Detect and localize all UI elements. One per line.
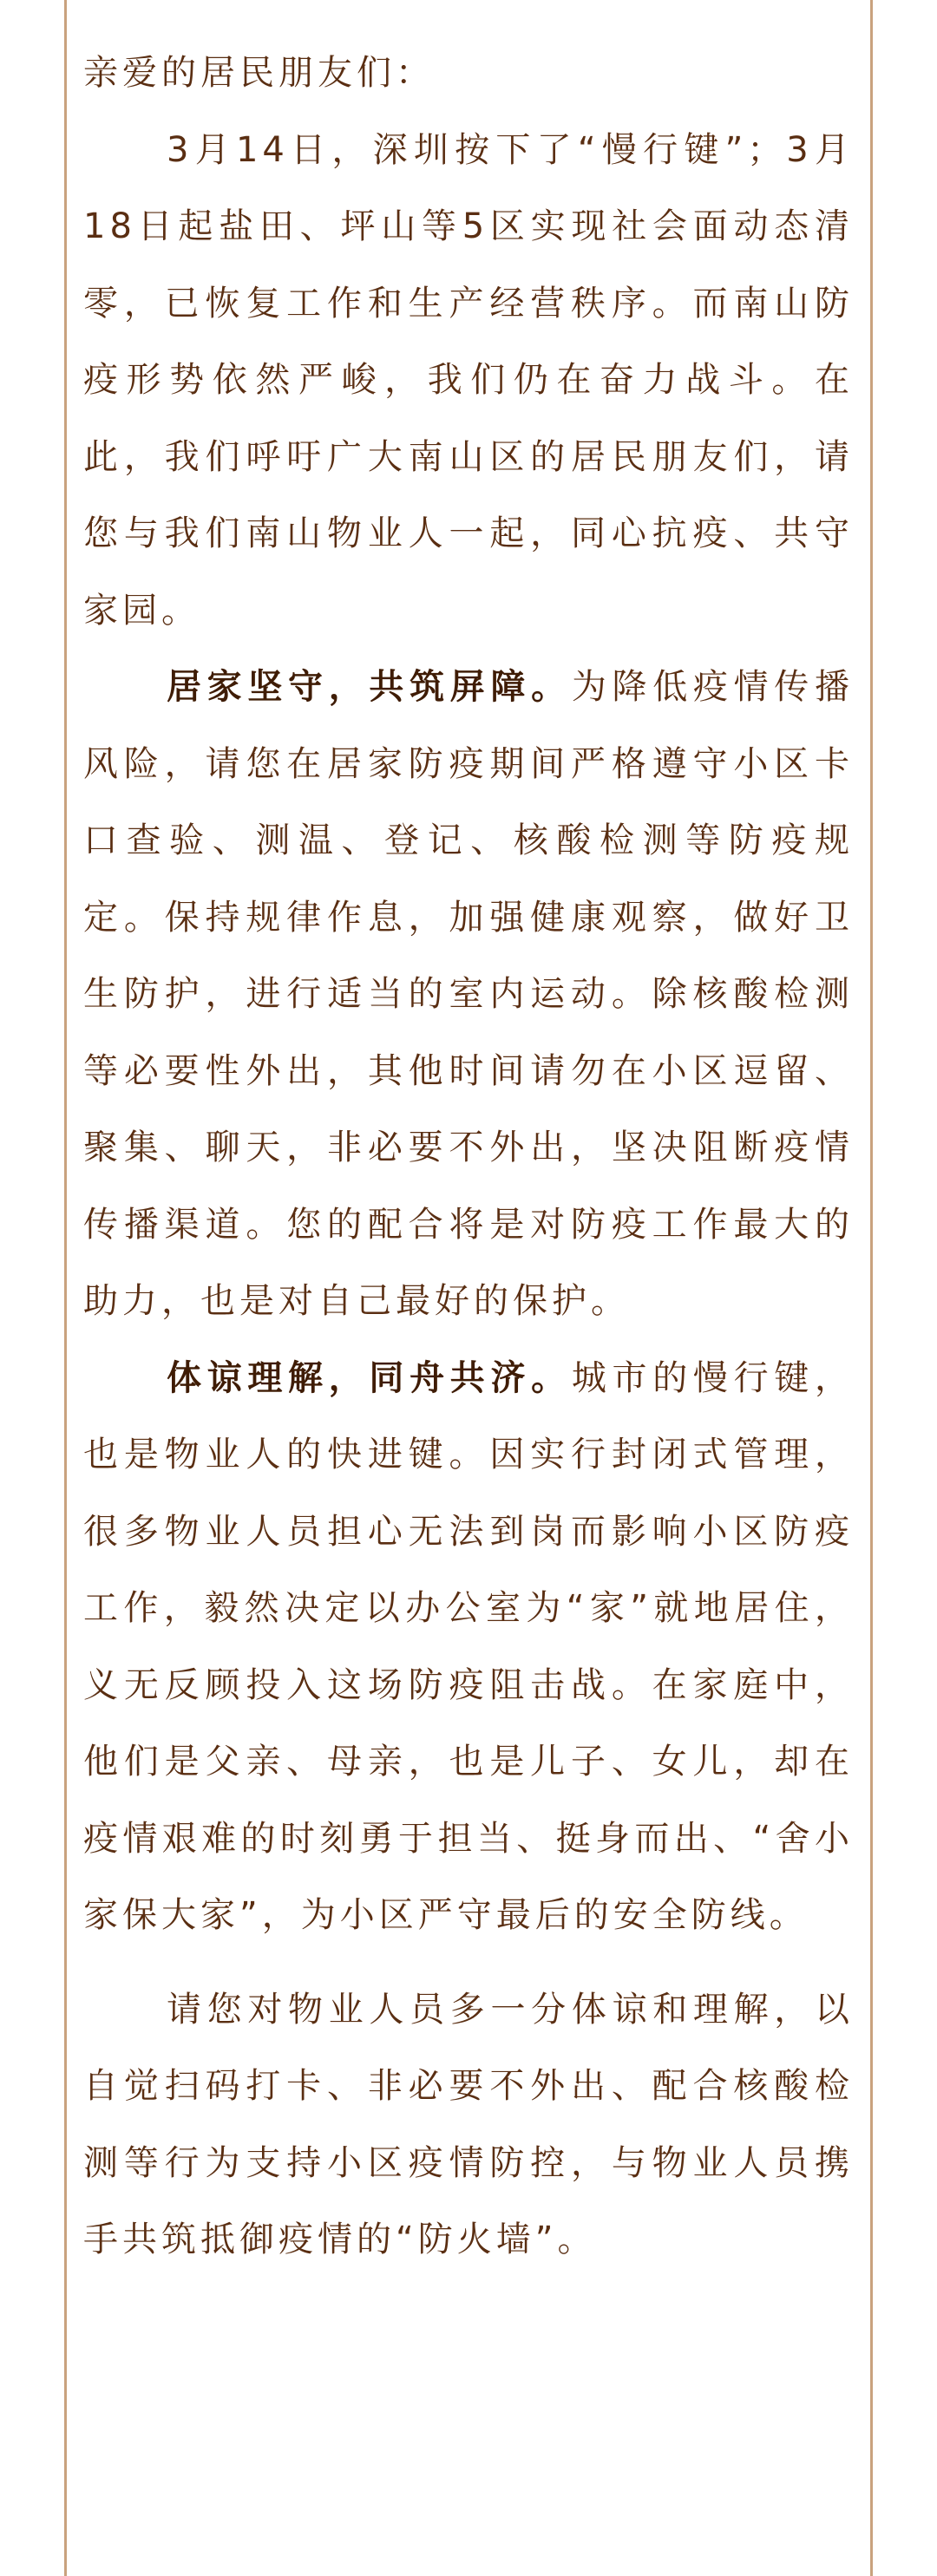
paragraph-stay-home-body: 为降低疫情传播风险，请您在居家防疫期间严格遵守小区卡口查验、测温、登记、核酸检测等防疫规定。保持规律作息，加强健康观察，做好卫生防护，进行适当的室内运动。除核酸检测等必要性外出，其他时间请勿在小区逗留、聚集、聊天，非必要不外出，坚决阻断疫情传播渠道。您的配合将是对防疫工作最大的助力，也是对自己最好的保护。 [83, 667, 854, 1321]
paragraph-stay-home [83, 649, 854, 1340]
paragraph-firewall: 请您对物业人员多一分体谅和理解，以自觉扫码打卡、非必要不外出、配合核酸检测等行为支持小区疫情防控，与物业人员携手共筑抵御疫情的“防火墙”。 [83, 1989, 854, 2259]
right-border-line [870, 0, 873, 2576]
left-border-line [64, 0, 67, 2576]
paragraph-understanding [83, 1340, 854, 1954]
letter-body [83, 35, 854, 2279]
paragraph-understanding-lead: 体谅理解，同舟共济。 [167, 1357, 572, 1398]
paragraph-stay-home-lead: 居家坚守，共筑屏障。 [167, 667, 572, 707]
letter-greeting: 亲爱的居民朋友们： [83, 53, 435, 93]
paragraph-understanding-body: 城市的慢行键，也是物业人的快进键。因实行封闭式管理，很多物业人员担心无法到岗而影响小区防疫工作，毅然决定以办公室为“家”就地居住，义无反顾投入这场防疫阻击战。在家庭中，他们是父亲、母亲，也是儿子、女儿，却在疫情艰难的时刻勇于担当、挺身而出、“舍小家保大家”，为小区严守最后的安全防线。 [83, 1357, 854, 1935]
paragraph-slow-key: 3月14日，深圳按下了“慢行键”；3月18日起盐田、坪山等5区实现社会面动态清零，已恢复工作和生产经营秩序。而南山防疫形势依然严峻，我们仍在奋力战斗。在此，我们呼吁广大南山区的居民朋友们，请您与我们南山物业人一起，同心抗疫、共守家园。 [83, 129, 854, 631]
